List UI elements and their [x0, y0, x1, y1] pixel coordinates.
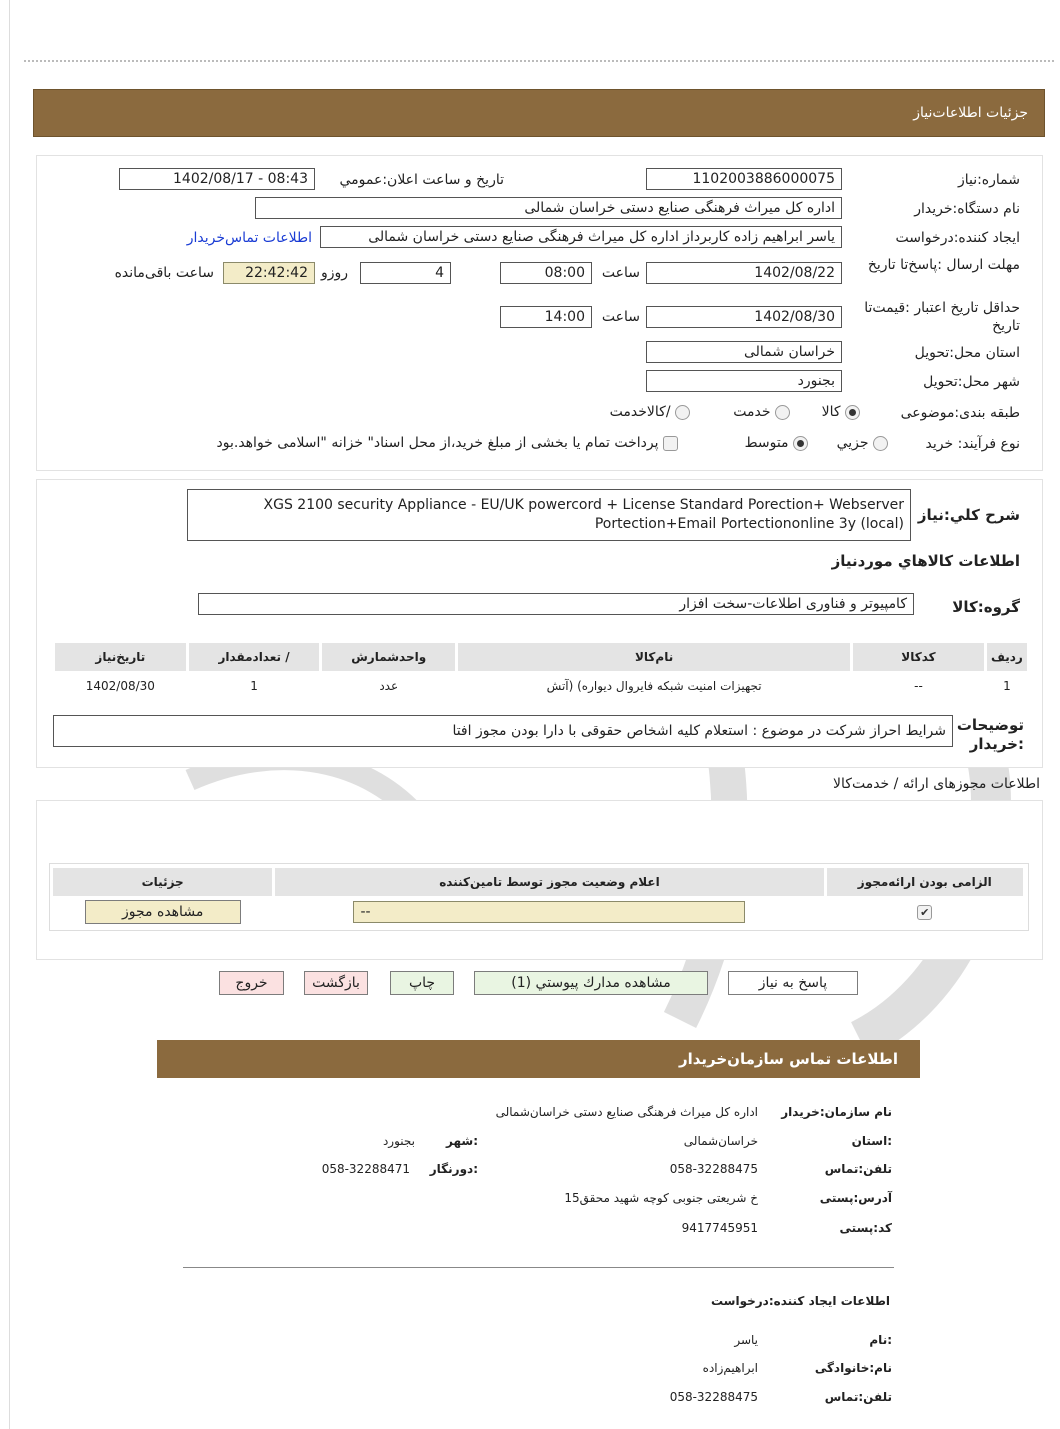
buyer-notes-label: توضیحات :خریدار: [956, 716, 1024, 753]
buyer-label: نام دستگاه:خریدار: [914, 201, 1020, 217]
creator-label: ایجاد کننده:درخواست: [895, 230, 1020, 246]
cell-code: --: [914, 679, 923, 693]
description-line-1: XGS 2100 security Appliance - EU/UK powercord + License Standard Porection+ Webserver: [263, 497, 904, 513]
city-field: بجنورد: [646, 370, 842, 392]
contact-city-value: بجنورد: [382, 1134, 415, 1148]
category-service-option[interactable]: خدمت: [733, 404, 790, 420]
col-code: کدکالا: [853, 643, 984, 671]
license-table-header: [53, 868, 1023, 896]
col-qty: / تعدادمقدار: [189, 643, 320, 671]
header-title: جزئیات اطلاعات‌نیاز: [913, 105, 1028, 121]
buyer-notes-field: شرایط احراز شرکت در موضوع : استعلام کلیه اشخاص حقوقی با دارا بودن مجوز افتا: [53, 715, 953, 747]
contact-city-label: :شهر: [446, 1134, 478, 1148]
license-status-field: --: [353, 901, 745, 923]
cell-details: [53, 899, 272, 925]
description-line-2: Portection+Email Portectiononline 3y (local): [594, 516, 904, 532]
province-label: استان محل:تحویل: [914, 345, 1020, 361]
reply-date-field: 1402/08/22: [646, 262, 842, 284]
creator-name-label: :نام: [869, 1333, 892, 1347]
org-value: اداره کل میراث فرهنگی صنایع دستی خراسان‌شمالی: [495, 1105, 758, 1119]
reply-time-label: ساعت: [601, 265, 640, 281]
org-label: نام سازمان:خریدار: [781, 1105, 892, 1119]
fax-value: 058-32288471: [321, 1162, 410, 1176]
category-goods-option[interactable]: کالا: [822, 404, 860, 420]
process-medium-option[interactable]: متوسط: [745, 435, 808, 451]
category-both-option[interactable]: /کالاخدمت: [610, 404, 690, 420]
contact-phone-label: تلفن:تماس: [824, 1162, 892, 1176]
validity-time-label: ساعت: [601, 309, 640, 325]
address-value: خ شریعتی جنوبی کوچه شهید محقق15: [564, 1191, 758, 1205]
cell-unit: عدد: [379, 679, 399, 693]
postal-label: کد:پستی: [839, 1221, 892, 1235]
radio-icon[interactable]: [675, 405, 690, 420]
checkbox-icon[interactable]: [663, 436, 678, 451]
days-field: 4: [360, 262, 451, 284]
view-license-button[interactable]: مشاهده مجوز: [85, 900, 241, 924]
exit-button[interactable]: خروج: [219, 971, 284, 995]
creator-family-value: ابراهیم‌زاده: [702, 1361, 758, 1375]
creator-field: یاسر ابراهیم زاده کاربرداز اداره کل میراث فرهنگی صنایع دستی خراسان شمالی: [320, 226, 842, 248]
creator-phone-value: 058-32288475: [669, 1390, 758, 1404]
fax-label: :دورنگار: [429, 1162, 478, 1176]
contact-header-title: اطلاعات تماس سازمان‌خریدار: [678, 1050, 898, 1068]
radio-icon[interactable]: [775, 405, 790, 420]
creator-name-value: یاسر: [734, 1333, 758, 1347]
need-number-label: شماره‌:نیاز: [957, 172, 1020, 188]
goods-group-label: گروه:کالا: [952, 598, 1020, 616]
view-attachments-button[interactable]: مشاهده مدارك پيوستي (1): [474, 971, 708, 995]
city-label: شهر محل:تحویل: [923, 374, 1020, 390]
license-section-title: اطلاعات مجوزهای ارائه / خدمت‌کالا: [833, 776, 1040, 792]
creator-section-title: اطلاعات ایجاد کننده:درخواست: [710, 1294, 890, 1308]
cell-date: 1402/08/30: [85, 679, 155, 693]
province-field: خراسان شمالی: [646, 341, 842, 363]
print-button[interactable]: چاپ: [390, 971, 454, 995]
col-license-status: اعلام وضعیت مجوز توسط تامین‌کننده: [275, 868, 823, 896]
col-name: نام‌کالا: [458, 643, 850, 671]
col-license-required: الزامی بودن ارائه‌مجوز: [827, 868, 1023, 896]
reply-to-need-button[interactable]: پاسخ به نیاز: [728, 971, 858, 995]
table-row: [55, 674, 1027, 698]
validity-time-field: 14:00: [500, 306, 592, 328]
description-box: [187, 489, 911, 541]
goods-table-header: [55, 643, 1027, 671]
address-label: آدرس:پستی: [819, 1191, 892, 1205]
goods-section-title: اطلاعات کالاهاي موردنیاز: [831, 552, 1020, 570]
radio-icon[interactable]: [873, 436, 888, 451]
contact-header: [157, 1040, 920, 1078]
process-label: نوع فرآیند: خرید: [925, 436, 1020, 452]
cell-row: 1: [1003, 679, 1011, 693]
reply-deadline-label: مهلت ارسال :پاسخ‌تا تاریخ: [867, 257, 1020, 273]
col-date: تاریخ‌نیاز: [55, 643, 186, 671]
cell-required: [827, 899, 1023, 925]
radio-selected-icon[interactable]: [793, 436, 808, 451]
category-label: طبقه بندی:موضوعی: [900, 405, 1020, 421]
back-button[interactable]: بازگشت: [304, 971, 368, 995]
license-table: [50, 865, 1026, 928]
treasury-payment-option[interactable]: پرداخت تمام یا بخشی از مبلغ خرید،از محل اسناد" خزانه "اسلامی خواهد.بود: [217, 435, 678, 451]
creator-family-label: نام:خانوادگی: [814, 1361, 892, 1375]
contact-province-value: خراسان‌شمالی: [683, 1134, 758, 1148]
cell-name: تجهیزات امنیت شبکه فایروال دیواره) (آتش: [546, 679, 762, 693]
buyer-field: اداره کل میراث فرهنگی صنایع دستی خراسان شمالی: [255, 197, 842, 219]
validity-label: حداقل تاریخ اعتبار :قیمت‌تا تاریخ: [864, 300, 1020, 334]
goods-group-field: کامپیوتر و فناوری اطلاعات-سخت افزار: [198, 593, 914, 615]
details-header: [33, 89, 1045, 137]
col-row: ردیف: [987, 643, 1027, 671]
table-row: [53, 899, 1023, 925]
validity-date-field: 1402/08/30: [646, 306, 842, 328]
cell-qty: 1: [250, 679, 258, 693]
need-number-field: 1102003886000075: [646, 168, 842, 190]
col-unit: واحدشمارش: [322, 643, 455, 671]
contact-province-label: :استان: [851, 1134, 892, 1148]
reply-time-field: 08:00: [500, 262, 592, 284]
description-label: شرح کلي:نیاز: [917, 506, 1020, 524]
buyer-contact-link[interactable]: اطلاعات تماس‌خریدار: [186, 230, 312, 246]
goods-table: [52, 640, 1030, 701]
contact-divider: [183, 1267, 894, 1268]
dotted-divider: [24, 60, 1054, 62]
cell-status: [275, 899, 823, 925]
postal-value: 9417745951: [681, 1221, 758, 1235]
remaining-timer: 22:42:42: [223, 262, 315, 284]
left-rule: [9, 0, 10, 1429]
remaining-label: ساعت باقی‌مانده: [114, 265, 214, 281]
checkmark-icon: ✔: [917, 905, 932, 920]
announce-label: تاریخ و ساعت اعلان:عمومي: [339, 172, 504, 188]
contact-phone-value: 058-32288475: [669, 1162, 758, 1176]
col-license-details: جزئیات: [53, 868, 272, 896]
process-small-option[interactable]: جزيي: [837, 435, 888, 451]
announce-field: 1402/08/17 - 08:43: [119, 168, 315, 190]
radio-selected-icon[interactable]: [845, 405, 860, 420]
days-label: روزو: [320, 265, 348, 281]
creator-phone-label: تلفن:تماس: [824, 1390, 892, 1404]
